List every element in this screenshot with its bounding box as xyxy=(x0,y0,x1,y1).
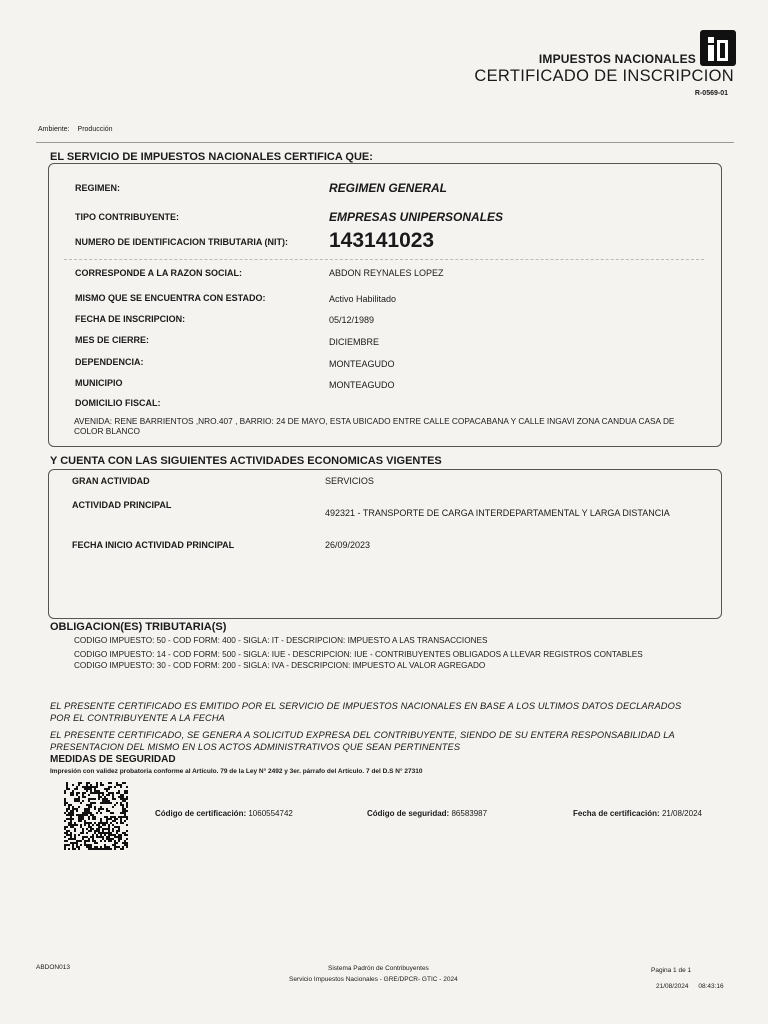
obligaciones-title: OBLIGACION(ES) TRIBUTARIA(S) xyxy=(50,621,227,633)
footer-page: Pagina 1 de 1 xyxy=(651,967,692,974)
obligacion-item: CODIGO IMPUESTO: 50 - COD FORM: 400 - SIGLA: IT - DESCRIPCION: IMPUESTO A LAS TRANSACCIONES xyxy=(74,636,488,645)
ambiente xyxy=(38,126,113,133)
security-title: MEDIDAS DE SEGURIDAD xyxy=(50,754,176,765)
declaration-2-line2: PRESENTACION DEL MISMO EN LOS ACTOS ADMINISTRATIVOS QUE SEAN PERTINENTES xyxy=(50,742,461,752)
obligacion-item: CODIGO IMPUESTO: 30 - COD FORM: 200 - SIGLA: IVA - DESCRIPCION: IMPUESTO AL VALOR AGREGADO xyxy=(74,661,486,670)
footer-date xyxy=(656,983,724,990)
nit-value: 143141023 xyxy=(329,229,435,252)
security-note: Impresión con validez probatoria conforme al Artículo. 79 de la Ley N° 2492 y 3er. párrafo del Artículo. 7 del D.S N° 27310 xyxy=(50,768,423,775)
header-divider xyxy=(36,142,734,143)
ambiente-value: Producción xyxy=(77,126,113,133)
document-code: R-0569-01 xyxy=(694,90,728,97)
domicilio-line2: COLOR BLANCO xyxy=(74,426,140,436)
security-code-value: 86583987 xyxy=(451,809,488,818)
cert-date-value: 21/08/2024 xyxy=(661,809,702,818)
mes-label: MES DE CIERRE: xyxy=(75,335,150,345)
footer-user: ABDON013 xyxy=(36,964,70,971)
estado-value: Activo Habilitado xyxy=(329,294,397,304)
declaration-2 xyxy=(50,729,730,753)
nit-label: NUMERO DE IDENTIFICACION TRIBUTARIA (NIT): xyxy=(75,237,288,247)
cert-code xyxy=(155,809,293,818)
obligacion-item: CODIGO IMPUESTO: 14 - COD FORM: 500 - SIGLA: IUE - DESCRIPCION: IUE - CONTRIBUYENTES OBLIGADOS A LLEVAR REGISTROS CONTABLES xyxy=(74,650,643,659)
security-code xyxy=(367,809,487,818)
ambiente-label: Ambiente: xyxy=(38,126,70,133)
footer-date-value: 21/08/2024 xyxy=(656,983,689,990)
dependencia-label: DEPENDENCIA: xyxy=(75,357,144,367)
fecha-inicio-label: FECHA INICIO ACTIVIDAD PRINCIPAL xyxy=(72,540,235,550)
regimen-label: REGIMEN: xyxy=(75,183,120,193)
cert-date-label: Fecha de certificación: xyxy=(573,809,660,818)
regimen-value: REGIMEN GENERAL xyxy=(329,181,448,195)
domicilio-line1: AVENIDA: RENE BARRIENTOS ,NRO.407 , BARRIO: 24 DE MAYO, ESTA UBICADO ENTRE CALLE COPACABANA Y CALLE INGAVI ZONA CANDUA CASA DE xyxy=(74,416,675,426)
estado-label: MISMO QUE SE ENCUENTRA CON ESTADO: xyxy=(75,293,266,303)
gran-actividad-label: GRAN ACTIVIDAD xyxy=(72,476,150,486)
section1-title: EL SERVICIO DE IMPUESTOS NACIONALES CERTIFICA QUE: xyxy=(50,151,373,163)
razon-value: ABDON REYNALES LOPEZ xyxy=(329,268,444,278)
impuestos-logo-icon xyxy=(700,30,736,66)
security-code-label: Código de seguridad: xyxy=(367,809,450,818)
actividad-principal-label: ACTIVIDAD PRINCIPAL xyxy=(72,500,172,510)
tipo-value: EMPRESAS UNIPERSONALES xyxy=(329,210,504,224)
fecha-inicio-value: 26/09/2023 xyxy=(325,540,371,550)
mes-value: DICIEMBRE xyxy=(329,337,380,347)
footer-system-detail: Servicio Impuestos Nacionales - GRE/DPCR- GTIC - 2024 xyxy=(289,976,458,983)
cert-code-label: Código de certificación: xyxy=(155,809,247,818)
declaration-1-line2: POR EL CONTRIBUYENTE A LA FECHA xyxy=(50,713,225,723)
document-title: CERTIFICADO DE INSCRIPCION xyxy=(474,67,734,85)
declaration-1 xyxy=(50,700,730,724)
footer-time: 08:43:16 xyxy=(698,983,724,990)
dependencia-value: MONTEAGUDO xyxy=(329,359,395,369)
declaration-1-line1: EL PRESENTE CERTIFICADO ES EMITIDO POR EL SERVICIO DE IMPUESTOS NACIONALES EN BASE A LOS ULTIMOS DATOS DECLARADOS xyxy=(50,701,682,711)
gran-actividad-value: SERVICIOS xyxy=(325,476,374,486)
fecha-label: FECHA DE INSCRIPCION: xyxy=(75,314,186,324)
tipo-label: TIPO CONTRIBUYENTE: xyxy=(75,212,180,222)
actividad-principal-value: 492321 - TRANSPORTE DE CARGA INTERDEPARTAMENTAL Y LARGA DISTANCIA xyxy=(325,508,670,518)
qr-code-icon xyxy=(64,782,128,850)
dashed-divider xyxy=(64,259,704,260)
fecha-value: 05/12/1989 xyxy=(329,315,375,325)
domicilio-label: DOMICILIO FISCAL: xyxy=(75,398,161,408)
municipio-label: MUNICIPIO xyxy=(75,378,123,388)
footer-system: Sistema Padrón de Contribuyentes xyxy=(328,965,429,972)
municipio-value: MONTEAGUDO xyxy=(329,380,395,390)
razon-label: CORRESPONDE A LA RAZON SOCIAL: xyxy=(75,268,243,278)
org-name: IMPUESTOS NACIONALES xyxy=(538,52,696,66)
declaration-2-line1: EL PRESENTE CERTIFICADO, SE GENERA A SOLICITUD EXPRESA DEL CONTRIBUYENTE, SIENDO DE SU ENTERA RESPONSABILIDAD LA xyxy=(50,730,675,740)
cert-date xyxy=(573,809,702,818)
section2-title: Y CUENTA CON LAS SIGUIENTES ACTIVIDADES ECONOMICAS VIGENTES xyxy=(50,455,442,467)
cert-code-value: 1060554742 xyxy=(248,809,293,818)
